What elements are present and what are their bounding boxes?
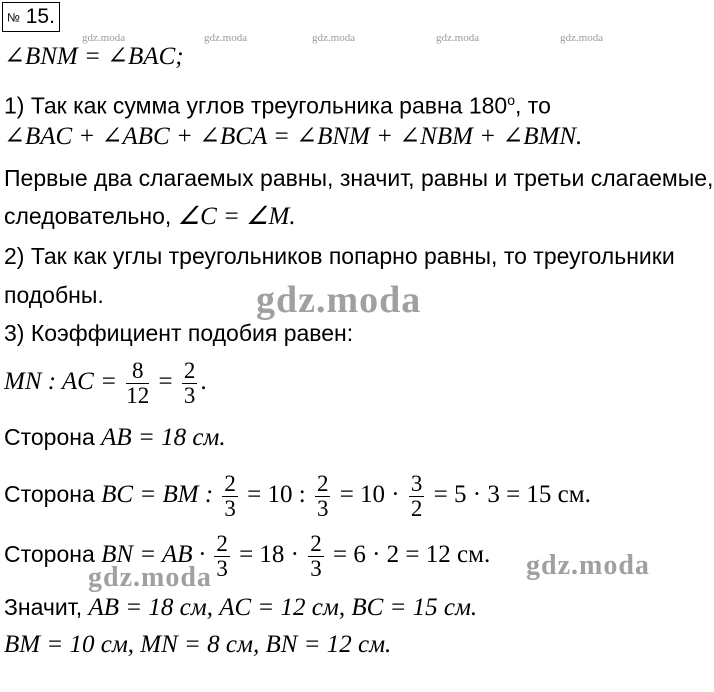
equation-angle-sum: ∠BAC + ∠ABC + ∠BCA = ∠BNM + ∠NBM + ∠BMN. (4, 123, 583, 150)
watermark-large: gdz.moda (526, 550, 650, 581)
side-bc-line: Сторона BC = BM : $\frac{2}{3}$ = 10 : $\frac{2}{3}$ = 10 · $\frac{3}{2}$ = 5 · 3 = 15 см. (4, 470, 591, 521)
fraction-2-3: $\frac{2}{3}$ (316, 470, 329, 521)
equation-angles-equal: ∠BNM = ∠BAC; (4, 43, 184, 70)
fraction-2-3: $\frac{2}{3}$ (216, 530, 228, 581)
text-line-3: Первые два слагаемых равны, значит, равны и третьи слагаемые, (4, 165, 714, 191)
summary-line-2: BM = 10 см, MN = 8 см, BN = 12 см. (4, 631, 392, 658)
watermark-large: gdz.moda (256, 279, 422, 321)
number-sign: № (7, 10, 20, 25)
problem-number-badge (2, 2, 60, 32)
fraction-2-3: $\frac{2}{3}$ (224, 470, 236, 521)
text-line-1: 1) Так как сумма углов треугольника равна 180$^o$, то (4, 92, 551, 119)
watermark-small: gdz.moda (312, 32, 356, 44)
text-line-7: 3) Коэффициент подобия равен: (4, 320, 354, 346)
fraction-2-3: $\frac{2}{3}$ (183, 357, 196, 408)
fraction-2-3: $\frac{2}{3}$ (310, 530, 322, 581)
fraction-8-12: $\frac{8}{12}$ (126, 357, 150, 408)
equation-ratio: MN : AC = $\frac{8}{12}$ = $\frac{2}{3}$ . (4, 357, 207, 408)
summary-line-1: Значит, AB = 18 см, AC = 12 см, BC = 15 см. (4, 594, 478, 621)
side-ab-line: Сторона AB = 18 см. (4, 424, 226, 451)
watermark-small: gdz.moda (82, 32, 126, 44)
fraction-3-2: $\frac{3}{2}$ (410, 470, 423, 521)
watermark-large: gdz.moda (88, 562, 212, 593)
equation-c-eq-m: ∠C = ∠M. (177, 203, 296, 230)
text-line-4: следовательно, ∠C = ∠M. (4, 203, 296, 230)
text-line-5: 2) Так как углы треугольников попарно равны, то треугольники (4, 243, 675, 269)
watermark-small: gdz.moda (436, 32, 480, 44)
side-bn-line: Сторона BN = AB · $\frac{2}{3}$ = 18 · $\frac{2}{3}$ = 6 · 2 = 12 см. (4, 530, 491, 581)
text-line-6: подобны. (4, 282, 104, 308)
degree-sign: o (507, 92, 516, 108)
watermark-small: gdz.moda (560, 32, 604, 44)
problem-number: 15. (25, 5, 55, 28)
watermark-small: gdz.moda (204, 32, 248, 44)
